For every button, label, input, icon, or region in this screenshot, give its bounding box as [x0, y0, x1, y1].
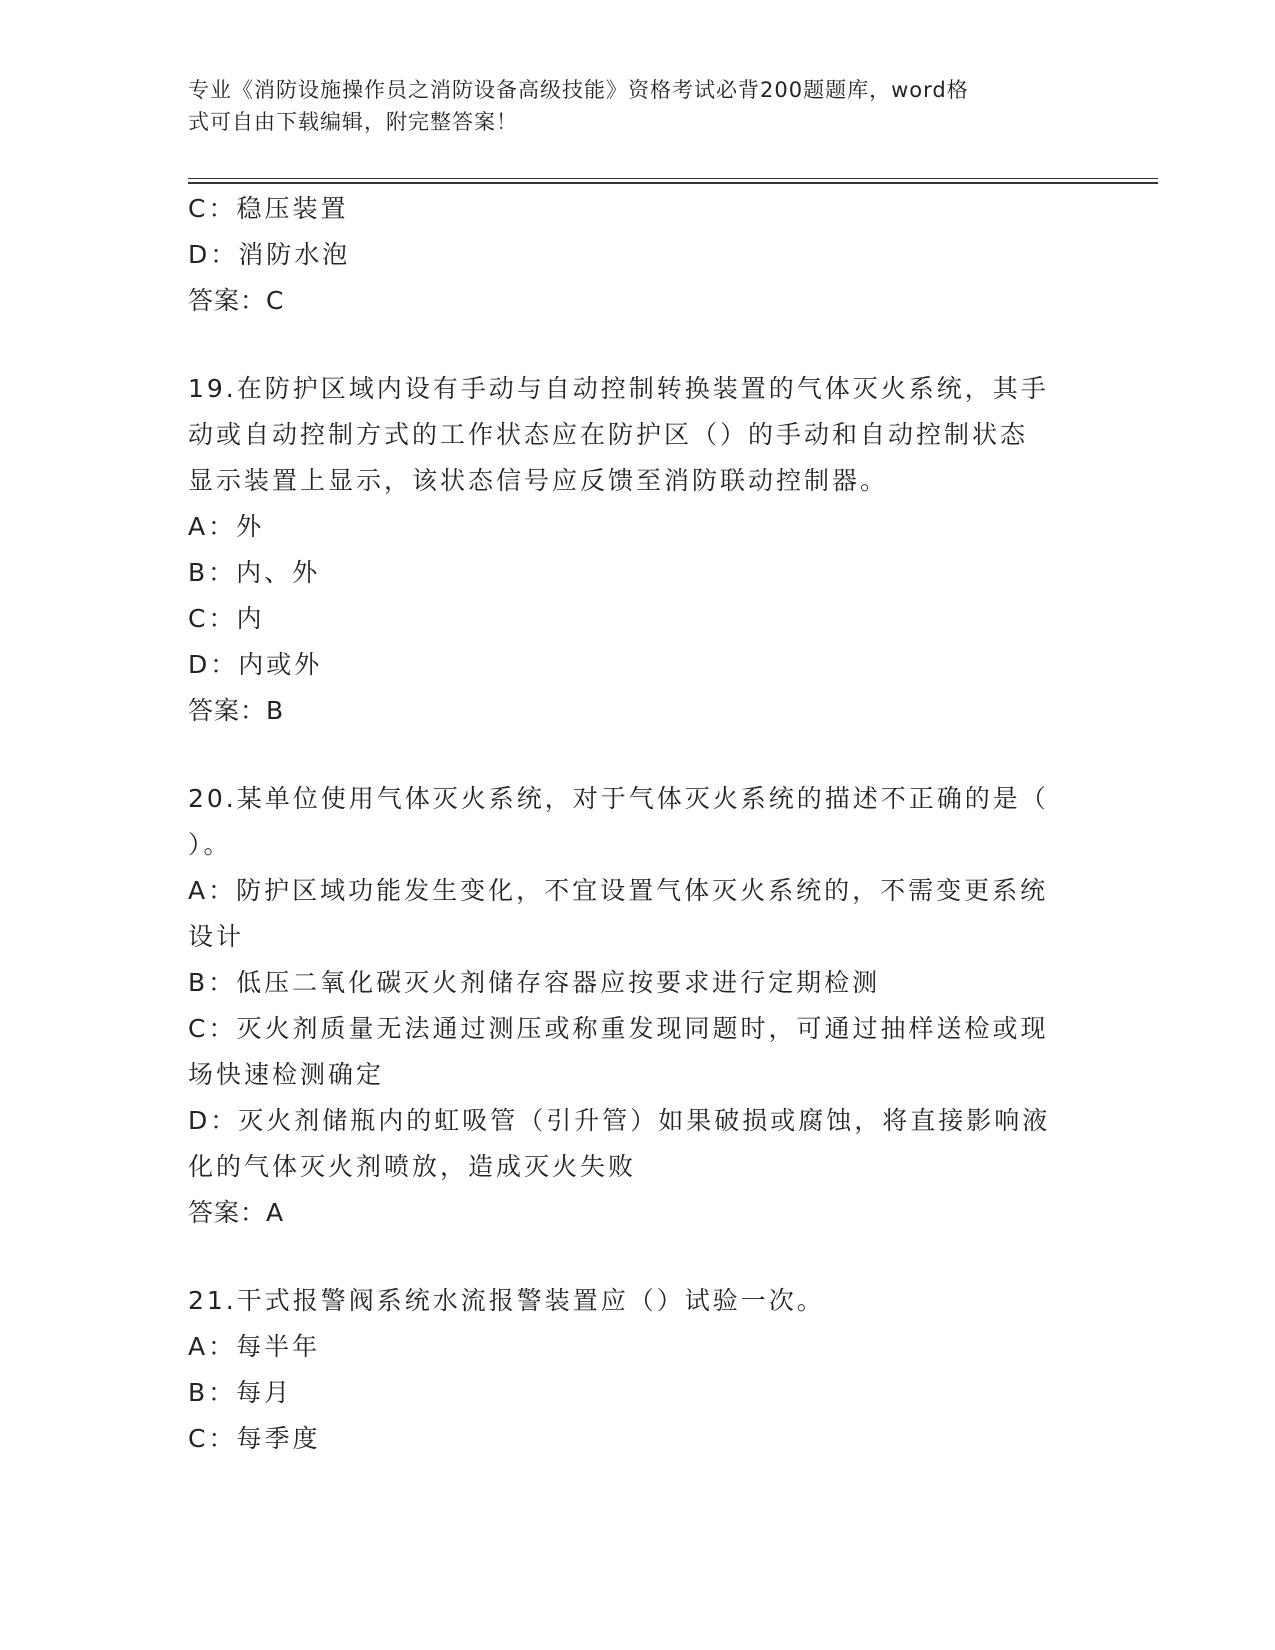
option-c: C：稳压装置 — [188, 194, 349, 223]
answer: 答案：C — [188, 286, 285, 315]
option-c: C：内 — [188, 604, 265, 633]
header-title-line-1: 专业《消防设施操作员之消防设备高级技能》资格考试必背200题题库，word格 — [188, 78, 969, 102]
question-text-line: 21.干式报警阀系统水流报警装置应（）试验一次。 — [188, 1286, 825, 1315]
option-c: C：灭火剂质量无法通过测压或称重发现同题时，可通过抽样送检或现 — [188, 1014, 1049, 1043]
answer: 答案：B — [188, 696, 285, 725]
spacer — [188, 734, 1088, 776]
question-text-line: 动或自动控制方式的工作状态应在防护区（）的手动和自动控制状态 — [188, 420, 1029, 449]
spacer — [188, 1236, 1088, 1278]
question-21 — [188, 1278, 1088, 1462]
question-text-line: 20.某单位使用气体灭火系统，对于气体灭火系统的描述不正确的是（ — [188, 784, 1049, 813]
option-d: D：消防水泡 — [188, 240, 351, 269]
option-c-continuation: 场快速检测确定 — [188, 1060, 385, 1089]
question-list — [188, 186, 1088, 1462]
option-a-continuation: 设计 — [188, 922, 245, 951]
option-d-continuation: 化的气体灭火剂喷放，造成灭火失败 — [188, 1152, 637, 1181]
question-18-tail — [188, 186, 1088, 324]
header-divider — [188, 178, 1158, 184]
option-a: A：每半年 — [188, 1332, 321, 1361]
option-b: B：内、外 — [188, 558, 321, 587]
question-text-line: 显示装置上显示，该状态信号应反馈至消防联动控制器。 — [188, 466, 889, 495]
option-d: D：灭火剂储瓶内的虹吸管（引升管）如果破损或腐蚀，将直接影响液 — [188, 1106, 1051, 1135]
option-d: D：内或外 — [188, 650, 323, 679]
option-a: A：防护区域功能发生变化，不宜设置气体灭火系统的，不需变更系统 — [188, 876, 1049, 905]
spacer — [188, 324, 1088, 366]
option-a: A：外 — [188, 512, 265, 541]
question-text-line: 19.在防护区域内设有手动与自动控制转换装置的气体灭火系统，其手 — [188, 374, 1049, 403]
document-header — [188, 74, 1068, 138]
header-title-line-2: 式可自由下载编辑，附完整答案！ — [188, 110, 518, 134]
option-c: C：每季度 — [188, 1424, 321, 1453]
option-b: B：每月 — [188, 1378, 293, 1407]
answer: 答案：A — [188, 1198, 285, 1227]
question-text-line: ）。 — [188, 830, 232, 859]
question-19 — [188, 366, 1088, 734]
option-b: B：低压二氧化碳灭火剂储存容器应按要求进行定期检测 — [188, 968, 881, 997]
question-20 — [188, 776, 1088, 1236]
